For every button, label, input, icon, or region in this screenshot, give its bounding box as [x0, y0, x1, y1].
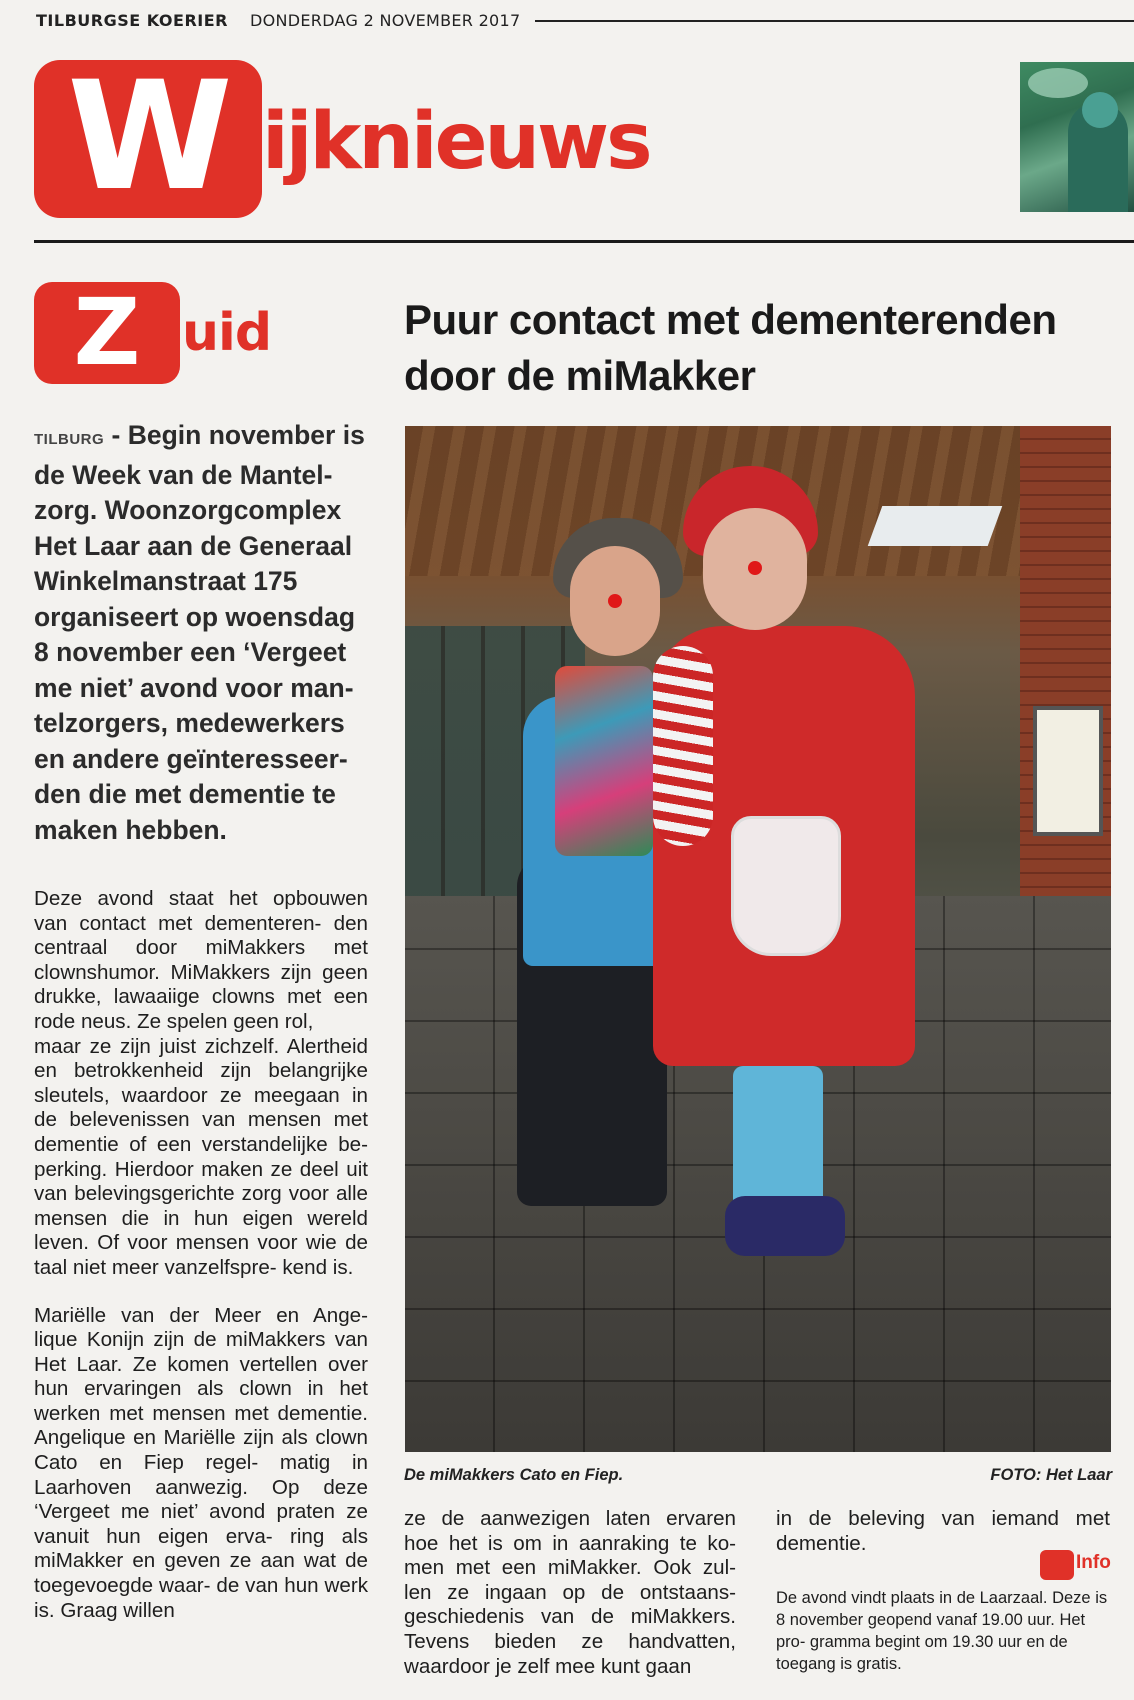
article-photo [405, 426, 1111, 1452]
info-badge [1040, 1550, 1112, 1580]
article-headline [404, 292, 1124, 404]
publication-name: TILBURGSE KOERIER [36, 10, 228, 30]
paragraph-1-continued: maar ze zijn juist zichzelf. Alertheid en betrokkenheid zijn belangrijke sleutels, waardoor ze meegaan in de belevenissen van mensen met dementie of een verstandelijke be- perking. Hierdoor maken ze deel uit van belevingsgerichte zorg voor alle mensen die in hun eigen wereld leven. Of voor mensen voor wie de taal niet meer vanzelfspre- kend is. [34, 1034, 368, 1279]
masthead-bar [36, 8, 1134, 32]
dateline: TILBURG [34, 431, 105, 448]
body-column-1 [34, 887, 368, 1646]
lead-text: - Begin november is de Week van de Mantel- zorg. Woonzorgcomplex Het Laar aan de Generaal Winkelmanstraat 175 organiseert op woensdag 8 november een ‘Vergeet me niet’ avond voor man- telzorgers, medewerkers en andere geïnteresseer- den die met dementie te maken hebben. [34, 420, 365, 845]
logo-wordmark: ijknieuws [262, 97, 650, 187]
photo-credit: FOTO: Het Laar [990, 1466, 1112, 1484]
info-icon [1040, 1550, 1074, 1580]
masthead-divider [34, 240, 1134, 243]
article-lead [34, 418, 374, 848]
publication-date: DONDERDAG 2 NOVEMBER 2017 [249, 10, 521, 30]
paragraph-2: Mariëlle van der Meer en Ange- lique Konijn zijn de miMakkers van Het Laar. Ze komen vertellen over hun ervaringen als clown in het werken met mensen met dementie. Angelique en Mariëlle zijn als clown Cato en Fiep regel- matig in Laarhoven aanwezig. Op deze ‘Vergeet me niet’ avond praten ze vanuit hun eigen erva- ring als miMakker en geven ze aan wat de toegevoegde waar- de van hun werk is. Graag willen [34, 1303, 368, 1622]
section-name: uid [182, 303, 272, 363]
photo-caption: De miMakkers Cato en Fiep. [404, 1466, 624, 1484]
body-column-3: in de beleving van iemand met dementie. [776, 1507, 1110, 1555]
headline-line-1: Puur contact met dementerenden [404, 296, 1057, 343]
photo-caption-row [404, 1466, 1112, 1485]
section-initial: Z [73, 279, 141, 386]
paragraph-1-text: Deze avond staat het opbouwen van contact met dementeren- den centraal door miMakkers met clownshumor. MiMakkers zijn geen drukke, lawaaiige clowns met een rode neus. Ze spelen geen rol, [34, 887, 368, 1033]
headline-line-2: door de miMakker [404, 352, 756, 399]
clown-fiep-figure [733, 1066, 823, 1216]
body-column-2: ze de aanwezigen laten ervaren hoe het is om in aanraking te ko- men met een miMakker. Ook zul- len ze ingaan op de ontstaans- geschiedenis van de miMakkers. Tevens bieden ze handvatten, waardoor je zelf mee kunt gaan [404, 1507, 736, 1678]
corner-teaser-photo [1020, 62, 1134, 212]
logo-initial: W [67, 50, 229, 224]
info-text: De avond vindt plaats in de Laarzaal. Deze is 8 november geopend vanaf 19.00 uur. Het pro- gramma begint om 19.30 uur en de toegang is gratis. [776, 1589, 1108, 1673]
info-label: Info [1076, 1552, 1111, 1573]
masthead-rule [535, 20, 1134, 22]
paragraph-1 [34, 887, 368, 1281]
